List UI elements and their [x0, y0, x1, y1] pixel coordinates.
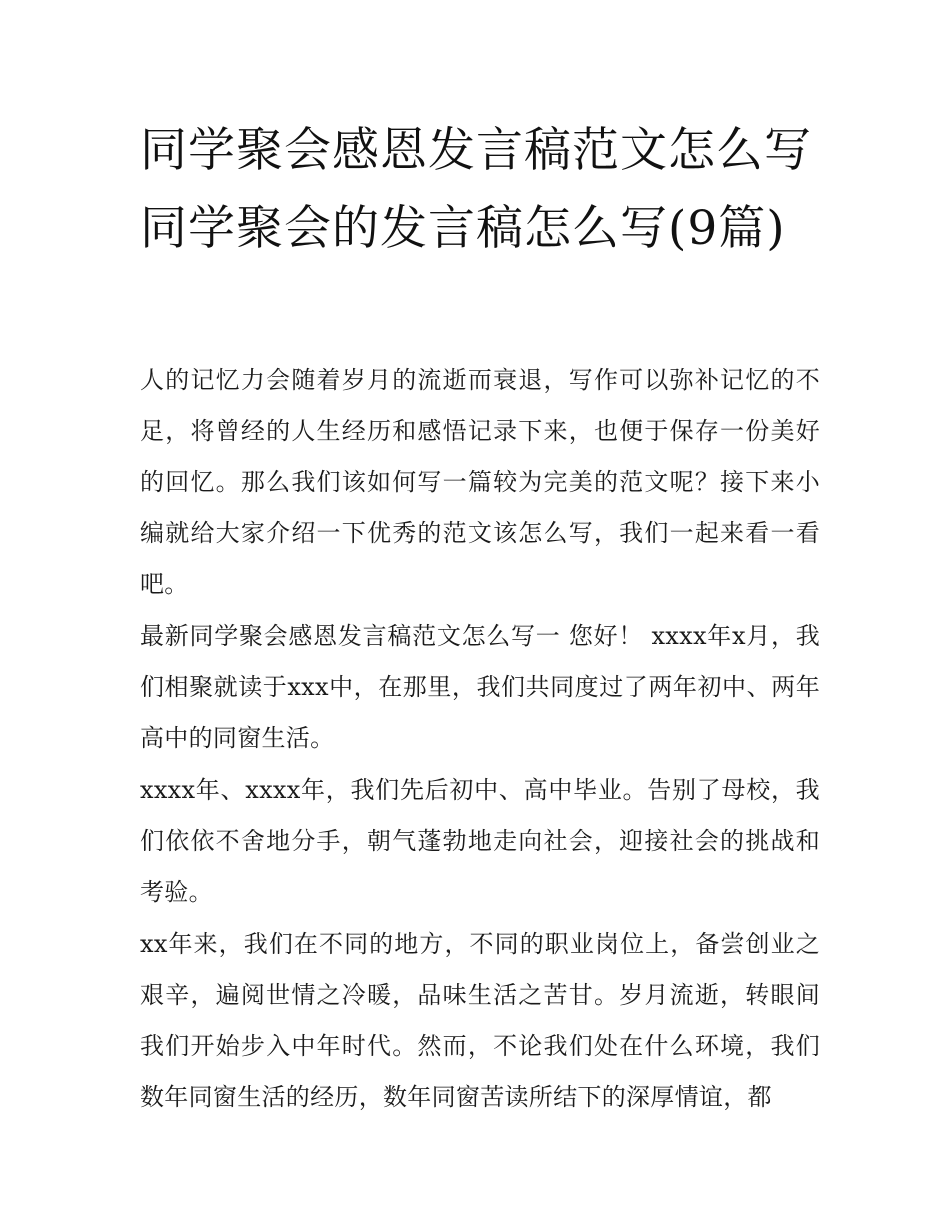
document-title: 同学聚会感恩发言稿范文怎么写 同学聚会的发言稿怎么写(9篇)	[140, 123, 812, 256]
document-body	[140, 355, 820, 1124]
paragraph-greeting: 最新同学聚会感恩发言稿范文怎么写一 您好！ xxxx年x月，我们相聚就读于xxx中，在那里，我们共同度过了两年初中、两年高中的同窗生活。	[140, 622, 820, 752]
paragraph-intro: 人的记忆力会随着岁月的流逝而衰退，写作可以弥补记忆的不足，将曾经的人生经历和感悟记录下来，也便于保存一份美好的回忆。那么我们该如何写一篇较为完美的范文呢？接下来小编就给大家介绍一下优秀的范文该怎么写，我们一起来看一看吧。	[140, 366, 820, 598]
paragraph-graduation: xxxx年、xxxx年，我们先后初中、高中毕业。告别了母校，我们依依不舍地分手，朝气蓬勃地走向社会，迎接社会的挑战和考验。	[140, 776, 820, 906]
paragraph-years: xx年来，我们在不同的地方，不同的职业岗位上，备尝创业之艰辛，遍阅世情之冷暖，品味生活之苦甘。岁月流逝，转眼间我们开始步入中年时代。然而，不论我们处在什么环境，我们数年同窗生活的经历，数年同窗苦读所结下的深厚情谊，都	[140, 930, 820, 1111]
